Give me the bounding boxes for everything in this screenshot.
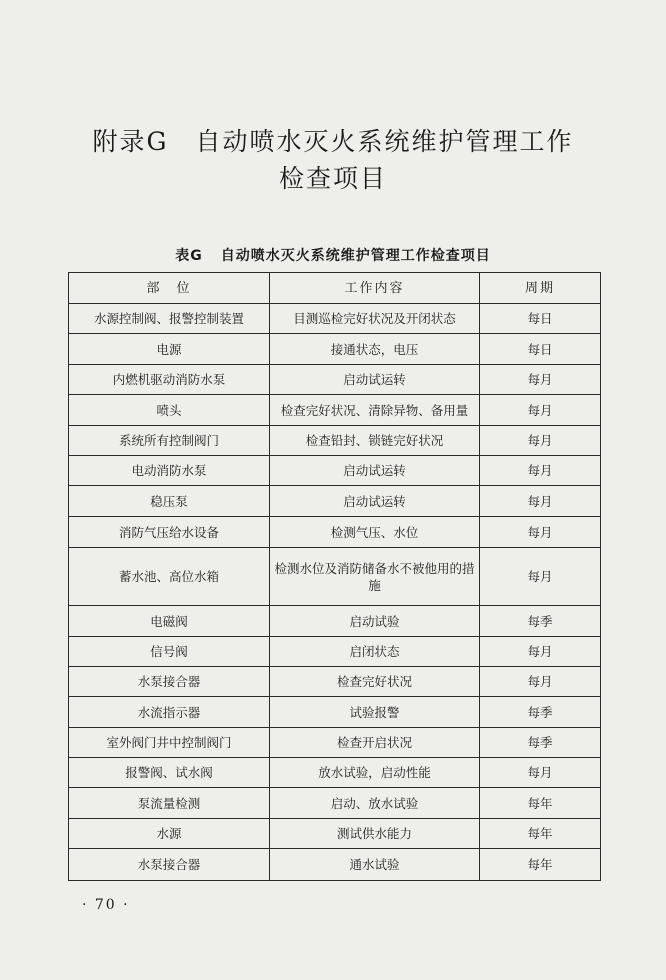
cell-work: 检测气压、水位 [270,517,480,548]
cell-work: 启动试运转 [270,365,480,395]
page-title-line-2: 检查项目 [278,164,387,193]
table-row [69,606,601,637]
cell-period: 每月 [480,395,601,426]
cell-part: 电动消防水泵 [69,456,270,486]
cell-part: 水源 [69,819,270,849]
cell-part: 泵流量检测 [69,788,270,819]
cell-part: 系统所有控制阀门 [69,426,270,456]
cell-work: 接通状态，电压 [270,334,480,365]
cell-period: 每季 [480,697,601,728]
cell-part: 水泵接合器 [69,849,270,881]
header-period: 周期 [480,273,601,304]
cell-period: 每年 [480,849,601,881]
cell-period: 每日 [480,304,601,334]
cell-part: 水源控制阀、报警控制装置 [69,304,270,334]
cell-part: 消防气压给水设备 [69,517,270,548]
cell-work: 放水试验，启动性能 [270,758,480,788]
table-row [69,334,601,365]
table-row [69,849,601,881]
table-row [69,548,601,606]
table-row [69,486,601,517]
cell-work: 目测巡检完好状况及开闭状态 [270,304,480,334]
cell-period: 每月 [480,667,601,697]
table-row [69,456,601,486]
cell-period: 每月 [480,426,601,456]
cell-part: 蓄水池、高位水箱 [69,548,270,606]
table-row [69,365,601,395]
cell-part: 电磁阀 [69,606,270,637]
table-row [69,728,601,758]
cell-period: 每季 [480,728,601,758]
table-row [69,788,601,819]
cell-part: 电源 [69,334,270,365]
header-part: 部 位 [69,273,270,304]
table-row [69,637,601,667]
cell-part: 喷头 [69,395,270,426]
cell-part: 水泵接合器 [69,667,270,697]
table-row [69,697,601,728]
cell-period: 每日 [480,334,601,365]
cell-part: 室外阀门井中控制阀门 [69,728,270,758]
table-caption [0,245,666,265]
table-row [69,304,601,334]
cell-work: 检查开启状况 [270,728,480,758]
cell-work: 启动试运转 [270,486,480,517]
table-row [69,426,601,456]
table-caption-text: 自动喷水灭火系统维护管理工作检查项目 [220,248,491,264]
cell-part: 水流指示器 [69,697,270,728]
cell-work: 测试供水能力 [270,819,480,849]
table-row [69,819,601,849]
table-header-row [69,273,601,304]
cell-period: 每月 [480,456,601,486]
cell-period: 每年 [480,788,601,819]
cell-work: 启动试运转 [270,456,480,486]
cell-period: 每月 [480,758,601,788]
page-number: · 70 · [82,897,130,913]
cell-period: 每季 [480,606,601,637]
table-caption-label: 表G [175,248,203,264]
maintenance-table [68,272,601,881]
cell-period: 每月 [480,548,601,606]
table-body [69,304,601,881]
cell-work: 启动试验 [270,606,480,637]
cell-work: 检查铅封、锁链完好状况 [270,426,480,456]
cell-period: 每年 [480,819,601,849]
cell-work: 启动、放水试验 [270,788,480,819]
cell-period: 每月 [480,365,601,395]
cell-work: 启闭状态 [270,637,480,667]
table-row [69,758,601,788]
cell-period: 每月 [480,637,601,667]
cell-part: 内燃机驱动消防水泵 [69,365,270,395]
cell-work: 检测水位及消防储备水不被他用的措施 [270,548,480,606]
cell-work: 通水试验 [270,849,480,881]
cell-part: 信号阀 [69,637,270,667]
page-title-line-1: 附录G 自动喷水灭火系统维护管理工作 [92,127,574,156]
cell-period: 每月 [480,486,601,517]
table-row [69,517,601,548]
cell-work: 检查完好状况、清除异物、备用量 [270,395,480,426]
cell-work: 试验报警 [270,697,480,728]
cell-part: 报警阀、试水阀 [69,758,270,788]
table-row [69,395,601,426]
table-row [69,667,601,697]
cell-period: 每月 [480,517,601,548]
cell-work: 检查完好状况 [270,667,480,697]
header-work: 工作内容 [270,273,480,304]
cell-part: 稳压泵 [69,486,270,517]
